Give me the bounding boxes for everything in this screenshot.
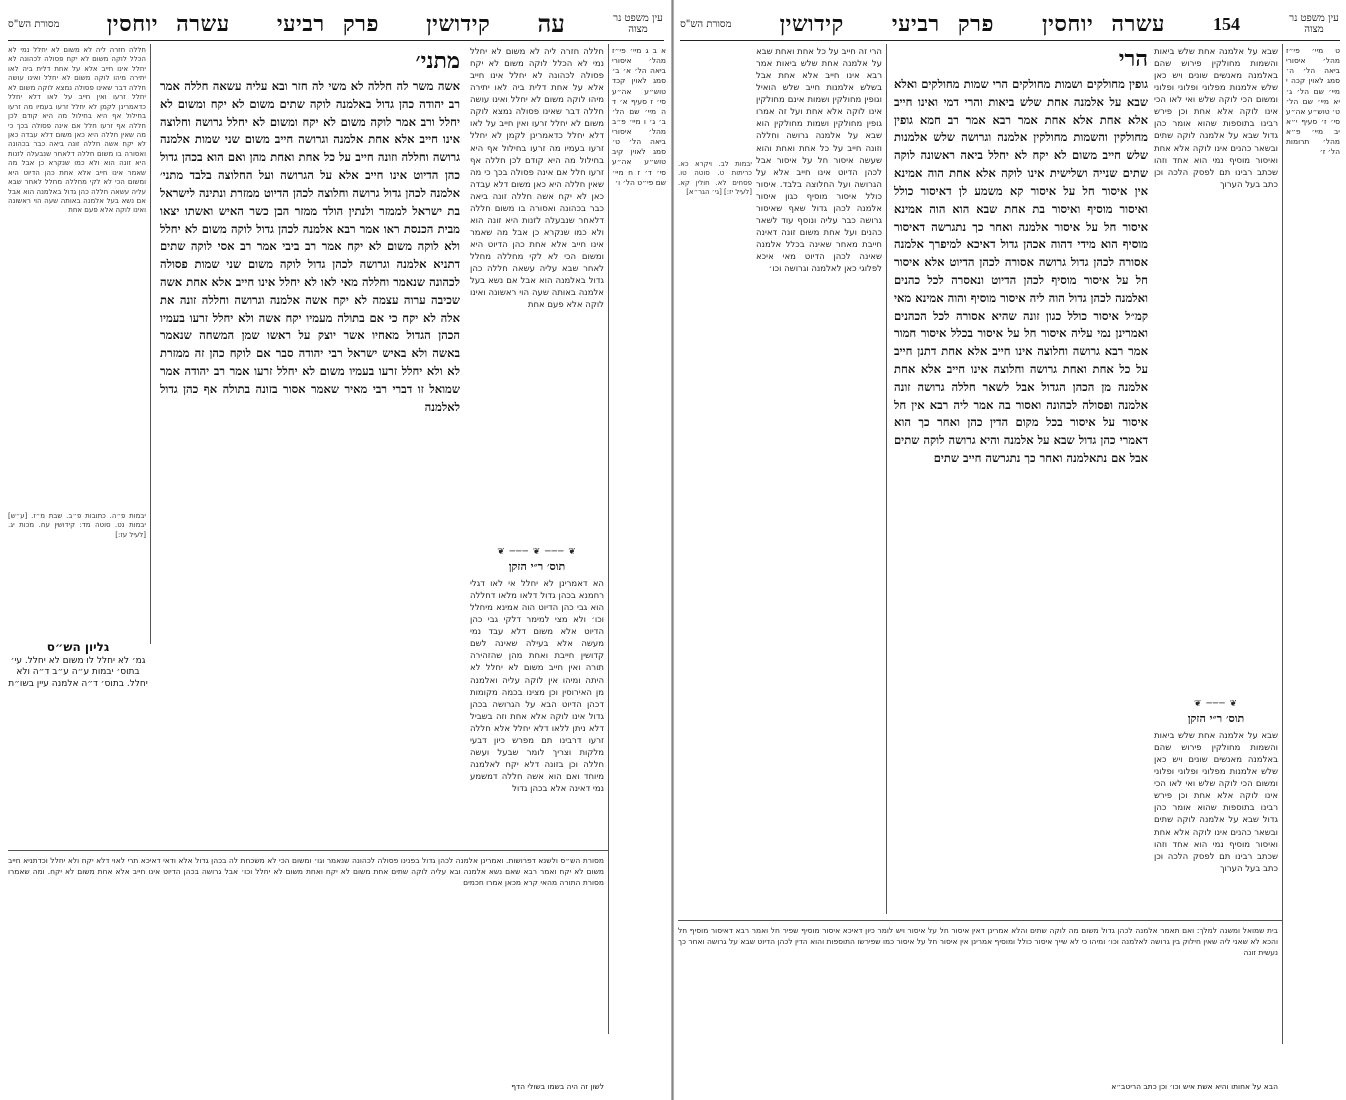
divider-ornament: ❦ ─── ❦	[1193, 700, 1239, 708]
footer-line: הבא על אחותו והיא אשת איש וכו׳ וכן כתב הריטב״א	[1111, 1082, 1278, 1091]
ein-mishpat-label: עין משפט נר מצוה	[613, 13, 663, 35]
ein-mishpat-column: ט מיי׳ פי״ז מהל׳ איסורי ביאה הל׳ ה׳ סמג לאוין קכה י מיי׳ שם הל׳ ג׳ יא מיי׳ שם הל׳ ט׳ טוש״ע אה״ע סי׳ ז׳ סעיף י״א יב מיי׳ פ״א מהל׳ תרומות הל׳ ז׳	[1286, 46, 1340, 157]
tractate-title: קידושין	[426, 11, 491, 37]
column-divider	[886, 44, 887, 914]
gemara-main-text: אשה משר לה חללה לא משי לה חזר ובא עליה עשאה חללה אמר רב יהודה כהן גדול באלמנה לוקה שתים משום לא יקח ומשום לא יחלל ורב אמר לוקה משום לא יקח ומשום לא יחלל גרושה וחלוצה אינו חייב אלא אחת אלמנה וגרושה חייב משום שני שמות אלמנה גרושה וחללה וזונה חייב על כל אחת ואחת מהן ואם הוא בכהן גדול כהן הדיוט אינו חייב אלא על הגרושה ועל החלוצה בלבד מתני׳ אלמנה לכהן גדול גרושה וחלוצה לכהן הדיוט ממזרת ונתינה לישראל בת ישראל לממזר ולנתין הולד ממזר הבן כשר האיש ואשתו יצאו מבית הכנסת ראו אמר רבא אלמנה לכהן גדול לוקה משום לא יחלל ולא לוקה משום לא יקח אמר רב ביבי אמר רב אסי לוקה שתים דתניא אלמנה וגרושה לכהן גדול לוקה משום שני שמות פסולה לכהונה שנאמר וחללה מאי לאו לא יחלל אינו חייב אלא אחת אשה שכיבה ערוה עצמה לא יקח אשה אלמנה וגרושה וחללה זונה את אלה לא יקח כי אם בתולה מעמיו יקח אשה ולא יחלל זרעו בעמיו הכהן הגדול מאחיו אשר יוצק על ראשו שמן המשחה שנאמר באשה ולא באיש ישראל רבי יהודה סבר אם לוקח כהן זה ממזרת לא ולא יחלל זרעו בעמיו משום לא יחלל זרעו אמר רב יהודה אמר שמואל זו דברי רבי מאיר שאמר אסור בזונה בתולה אף כהן גדול לאלמנה	[160, 79, 460, 414]
divider-ornament: ❦ ─── ❦ ─── ❦	[497, 548, 577, 556]
bottom-divider	[678, 920, 1282, 921]
opening-word: מתני׳	[415, 48, 460, 74]
tosafot-continued: שבא על אלמנה אחת שלש ביאות והשמות מחולקין פירוש שהם באלמנה מאנשים שונים ויש כאן שלש אלמנות מפלוני ופלוני ופלוני ומשום הכי לוקה שלש ואי לאו הכי אינו לוקה אלא אחת וכן פירש רבינו בתוספות שהוא אומר כהן גדול שבא על אלמנה לוקה שתים ובשאר כהנים אינו לוקה אלא אחת ואיסור מוסיף נמי הוא אחד וזהו שכתב רבינו תם לפסק הלכה וכן כתב בעל הערוך	[1154, 731, 1278, 874]
bottom-commentary: בית שמואל ומשנה למלך: ואם תאמר אלמנה לכהן גדול משום מה לוקה שתים והלא אמרינן דאין איסור חל על איסור ויש לומר כיון דאיכא איסור מוסיף שפיר חל ואמר רבא דאיסור מוסיף חל והכא לא שאני ליה שאין חילוק בין גרושה לאלמנה וכו׳ ומיהו כי לא שייך איסור כולל ומוסיף אמרינן אין איסור חל על איסור כמו שפירשו התוספות והוא הדין לכהן הדיוט שבא על גרושה ואחר כך נעשית זונה	[678, 926, 1278, 957]
bottom-divider	[8, 850, 608, 851]
column-divider	[608, 44, 609, 1034]
chapter-label: פרק רביעי	[276, 11, 379, 37]
mesorah-references: יבמות פ״ה. כתובות פ״ב. שבת מ״ז. [ע״ש] יבמות נט. סוטה מד: קידושין עח. מכות יג. [לעיל עז:]	[8, 512, 146, 539]
folio-number: עה	[537, 9, 565, 38]
bottom-commentary: מסורת הש״ס ולשנא דפרושות. ואמרינן אלמנה לכהן גדול בפנינו פסולה לכהונה שנאמר וגו׳ ומשום הכי לא משכחת לה בכהן גדול אלא ודאי דאיכא תרי לאוי דלא יקח ולא יחלל וכדתניא חייב משום לא יקח ואמר רבא שאם נשא אלמנה ובא עליה לוקה שתים אחת משום לא יקח ואחת משום לא יחלל וכו׳ אבל גרושה בכהן הדיוט אינו חייב אלא אחת משום לא יקח. ומה שאמרו מסורת התורה מהאי קרא מכאן אמרו חכמים	[8, 856, 604, 887]
left-page-header	[8, 8, 664, 41]
page-number: 154	[1212, 13, 1240, 34]
tractate-title: קידושין	[779, 11, 844, 37]
chapter-name: עשרה יוחסין	[106, 11, 230, 37]
chapter-name: עשרה יוחסין	[1041, 11, 1165, 37]
gilyon-hashas-title: גליון הש״ס	[46, 640, 110, 654]
tosafot-column: הא דאמרינן לא יחלל אי לאו דגלי רחמנא בכהן גדול דלאו מלאו דחללה הוא גבי כהן הדיוט הוה אמינא מיחלל וכו׳ ולא מצי למימר דלקי גבי כהן הדיוט אלא משום דלא עבד נמי מעשה אלא בעילה שאינה לשם קדושין חייבת ואחת מהן שהזהירה תורה ואין חייב משום לא יחלל לא היתה ומיהו אין לוקה עליה ואלמנה מן האירוסין וכן מצינו בכמה מקומות דכהן הדיוט הבא על הגרושה בכהן גדול אינו לוקה אלא אחת וזה בשביל דלא ניתן ללאו דלא יחלל אלא חללה זרעו דרבינו תם מפרש כיון דבעי מלקות וצריך לומר שבעל ועשה חללה וכן בזונה דלא יקח לאלמנה מיוחד ואם הוא אשה חללה דמשמע נמי דאינה אלא בכהן גדול	[470, 579, 604, 795]
commentary-left-column: חללה חזרה ליה לא משום לא יחלל נמי לא הכלל לוקה משום לא יקח פסולה לכהונה לא יחלל אינו חייב אלא על אחת דלית ביה לאו יתירה מיהו לוקה משום לא יחלל ואינו עושה חללה דבר שאינו פסולה נמצא לוקה משום לא יחלל זרעו ואין חייב על לאו דלא יחלל כדאמרינן לקמן לא יחלל זרעו בעמיו מה זרעו בחילול אף היא בחילול מה היא קודם לכן חללה אף זרעו חלל אם אינה פסולה בכך כי מה שאין חללה היא כאן משום דלא עבדה כאן לא יקח אשה חללה זונה ביאה כבר בכהונה ואסורה בו משום חללה דלאחר שנבעלה לזנות היא זונה הוא ולא כמו שנקרא כן אבל מה שאמר אינו חייב אלא אחת כהן הדיוט היא ומשום הכי לא לקי מחללה מחלל לאחר שבא עליה עשאה חללה כהן גדול באלמנה הוא אבל אם נשא בעל אלמנה באותה שעה הוי ראשונה ואינו לוקה אלא פעם אחת	[8, 46, 146, 215]
rashi-column: חללה חזרה ליה לא משום לא יחלל נמי לא הכלל לוקה משום לא יקח פסולה לכהונה לא יחלל אינו חייב אלא על אחת דלית ביה לאו יתירה מיהו לוקה משום לא יחלל ואינו עושה חללה דבר שאינו פסולה נמצא לוקה משום לא יחלל זרעו ואין חייב על לאו דלא יחלל כדאמרינן לקמן לא יחלל זרעו בעמיו מה זרעו בחילול אף היא בחילול מה היא קודם לכן חללה אף זרעו חלל אם אינה פסולה בכך כי מה שאין חללה היא כאן משום דלא עבדה כאן לא יקח אשה חללה זונה ביאה כבר בכהונה ואסורה בו משום חללה דלאחר שנבעלה לזנות היא זונה הוא ולא כמו שנקרא כן אבל מה שאמר אינו חייב אלא אחת כהן הדיוט היא ומשום הכי לא לקי מחללה מחלל לאחר שבא עליה עשאה חללה כהן גדול באלמנה הוא אבל אם נשא בעל אלמנה באותה שעה הוי ראשונה ואינו לוקה אלא פעם אחת	[470, 47, 604, 311]
gilyon-hashas-box	[8, 640, 148, 691]
mesorah-label: מסורת הש"ס	[680, 18, 732, 30]
mesorah-label: מסורת הש"ס	[8, 18, 60, 30]
opening-word: הרי	[1118, 46, 1148, 72]
ein-mishpat-label: עין משפט נר מצוה	[1289, 13, 1339, 35]
rashi-column: הרי זה חייב על כל אחת ואחת שבא על אלמנה אחת שלש ביאות אמר רבא אינו חייב אלא אחת אבל בשלש אלמנות חייב שלש הואיל וגופין מחולקין ושמות אינם מחולקין אינו לוקה אלא אחת ועל זה אמרו גופין מחולקין ושמות מחולקין הוא שבא על אלמנה גרושה וחללה וזונה חייב על כל אחת ואחת והוא שעשה איסור חל על איסור אבל לכהן הדיוט אינו חייב אלא על הגרושה ועל החלוצה בלבד. איסור כולל איסור מוסיף כגון איסור אלמנה לכהן גדול שאף שאיסור גרושה כבר עליה ונוסף עוד לשאר כהנים ועל אחת משום זונה דאינה חייבת מאחר שאינה בכלל אלמנה שאינה לכהן הדיוט מאי איכא לפלוגי כאן לאלמנה וגרושה וכו׳	[756, 47, 882, 275]
mesorah-references: יבמות לב. ויקרא כא. כריתות ט. סוטה טו. פסחים לא. חולין קא. [לעיל יז:] [גי׳ הגר״א]	[678, 160, 752, 197]
column-divider	[1282, 44, 1283, 1044]
footer-line: לשון זה היה בשמו בשולי הדף	[511, 1082, 604, 1091]
column-divider	[150, 44, 151, 644]
gilyon-hashas-text: גמ׳ לא יחלל לו משום לא יחלל. עי׳ בתוס׳ יבמות ע״ה ע״ב ד״ה ולא יחלל. בתוס׳ ד״ה אלמנה עיין בשו״ת	[8, 655, 148, 689]
tosafot-column: שבא על אלמנה אחת שלש ביאות והשמות מחולקין פירוש שהם באלמנה מאנשים שונים ויש כאן שלש אלמנות מפלוני ופלוני ופלוני ומשום הכי לוקה שלש ואי לאו הכי אינו לוקה אלא אחת וכן פירש רבינו בתוספות שהוא אומר כהן גדול שבא על אלמנה לוקה שתים ובשאר כהנים אינו לוקה אלא אחת ואיסור מוסיף נמי הוא אחד וזהו שכתב רבינו תם לפסק הלכה וכן כתב בעל הערוך	[1154, 47, 1278, 190]
ein-mishpat-column: א ב ג מיי׳ פי״ז מהל׳ איסורי ביאה הל׳ א׳ ב׳ סמג לאוין קכד טוש״ע אה״ע סי׳ ז סעיף א׳ ד ה מיי׳ שם הל׳ ב׳ ג׳ ו מיי׳ פ״ב מהל׳ איסורי ביאה הל׳ ט׳ סמג לאוין קיב טוש״ע אה״ע סי׳ ד׳ ז ח מיי׳ שם פי״ט הל׳ ו׳	[612, 46, 666, 187]
right-page	[674, 0, 1346, 1100]
gemara-main-text: גופין מחולקים ושמות מחולקים הרי שמות מחולקים ואלא שבא על אלמנה אחת שלש ביאות והרי דמי ואינו חייב אלא אחת אלא אחת אמר רבא אמר רב חמא גופין מחולקין והשמות מחולקין אלמנה וגרושה שלש אלמנות שלש חייב משום לא יקח לא יחלל ביאה ראשונה לוקה שתים שנייה ושלישית אינו לוקה אלא אחת הוה אמינא אין איסור חל על איסור קא משמע לן דאיסור כולל ואיסור מוסיף ואיסור בת אחת שבא הוא הוה אמינא איסור חל על איסור אלמנה ואחר כך נתגרשה דאיסור מוסיף הוא מידי דהוה אכהן גדול דאיכא למיפרך אלמנה אסורה לכהן גדול גרושה אסורה לכהן הדיוט אלא איסור חל על איסור מוסיף לכהן הדיוט ונאסרה לכל כהנים ואלמנה לכהן גדול הוה ליה איסור מוסיף והוה אמינא מאי קמ״ל איסור כולל כגון זונה שהיא אסורה לכל הכהנים ואמרינן נמי עליה איסור חל על איסור בכלל איסור חמור אמר רבא גרושה וחלוצה אינו חייב אלא אחת דתנן חייב על כל אחת ואחת גרושה וחלוצה אינו חייב אלא אחת אלמנה מן הכהן הגדול אבל לשאר חללה גרושה זונה אלמנה ופסולה לכהונה ואסור בה אמר ליה רבא אין חל איסור על איסור בכל מקום הדין כהן ואחר כך הוא דאמרי כהן גדול שבא על אלמנה והיא גרושה לוקה שתים אבל אם נתאלמנה ואחר כך נתגרשה חייב שתים	[894, 77, 1148, 466]
tosafot-heading: תוס׳ ר״י הזקן	[1187, 712, 1245, 725]
tosafot-heading: תוס׳ ר״י הזקן	[508, 560, 566, 573]
chapter-label: פרק רביעי	[891, 11, 994, 37]
left-page	[0, 0, 672, 1100]
right-page-header	[680, 8, 1340, 41]
